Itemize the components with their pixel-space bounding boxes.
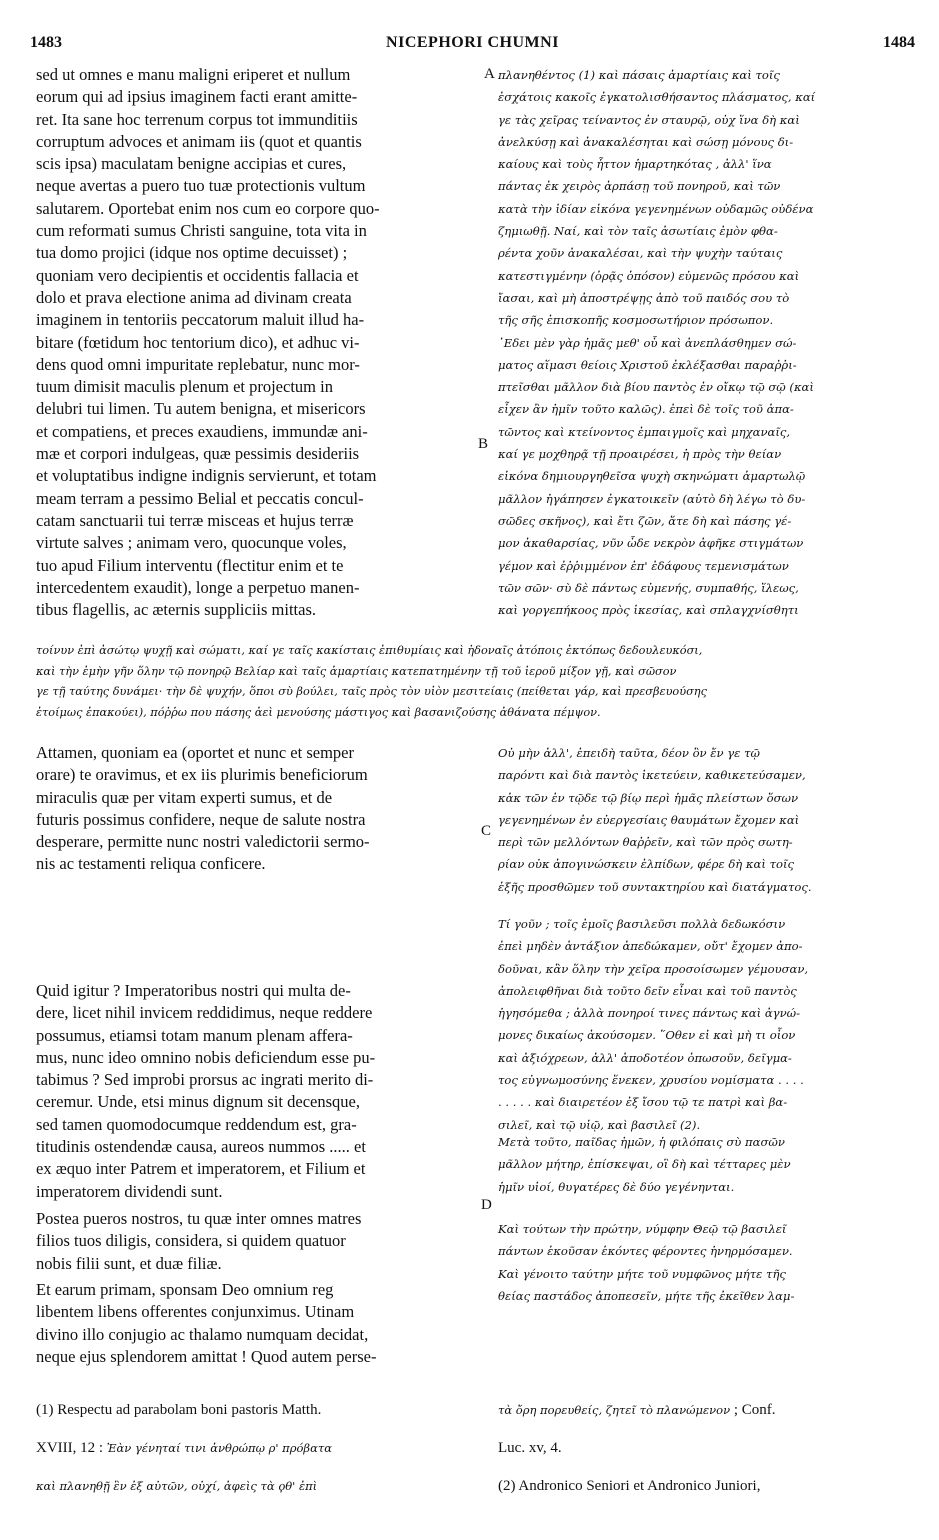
greek-paragraph-3: Τί γοῦν ; τοῖς ἐμοῖς βασιλεῦσι πολλὰ δεδωκόσιν ἐπεὶ μηδὲν ἀντάξιον ἀπεδώκαμεν, οὔτ' ἔχομεν ἀπο- δοῦναι, κἂν ὅλην τὴν χεῖρα προσοίσωμεν γέμουσαν, ἀπολειφθῆναι διὰ τοῦτο δεῖν εἶναι καὶ τοῦ παντὸς ἡγησόμεθα ; ἀλλὰ πονηροί τινες πάντως καὶ ἀγνώ- μονες δικαίως ἀκούσομεν. ῞Οθεν εἰ καὶ μὴ τι οἷον καὶ ἀξιόχρεων, ἀλλ' ἀποδοτέον ὁπωσοῦν, δεῖγμα- τος εὐγνωμοσύνης ἕνεκεν, χρυσίου νομίσματα . . . . . . . . . καὶ διαιρετέον ἐξ ἴσου τῷ τε πατρὶ καὶ βα- σιλεῖ, καὶ τῷ υἱῷ, καὶ βασιλεῖ (2). bbox=[498, 917, 809, 1132]
greek-paragraph-1: πλανηθέντος (1) καὶ πάσαις ἁμαρτίαις καὶ τοῖς ἐσχάτοις κακοῖς ἐγκατολισθήσαντος πλάσματος, καί γε τὰς χεῖρας τείναντος ἐν σταυρῷ, οὐχ ἵνα δὴ καὶ ἀνελκύσῃ καὶ ἀνακαλέσηται καὶ σώσῃ μόνους δι- καίους καὶ τοὺς ἧττον ἡμαρτηκότας , ἀλλ' ἵνα πάντας ἐκ χειρὸς ἁρπάσῃ τοῦ πονηροῦ, καὶ τῶν κατὰ τὴν ἰδίαν εἰκόνα γεγενημένων οὐδαμῶς οὐδένα ζημιωθῇ. Ναί, καὶ τὸν ταῖς ἀσωτίαις ἐμὸν φθα- ρέντα χοῦν ἀνακαλέσαι, καὶ τὴν ψυχὴν ταύταις κατεστιγμένην (ὁρᾷς ὁπόσον) εὐμενῶς πρόσου καὶ ἴασαι, καὶ μὴ ἀποστρέψῃς ἀπὸ τοῦ παιδός σου τὸ τῆς σῆς ἐπισκοπῆς κοσμοσωτήριον πρόσωπον. ᾿Εδει μὲν γὰρ ἡμᾶς μεθ' οὗ καὶ ἀνεπλάσθημεν σώ- ματος αἵμασι θείοις Χριστοῦ ἐκλέξασθαι παραῤῥι- πτεῖσθαι μᾶλλον διὰ βίου παντὸς ἐν οἴκῳ τῷ σῷ (καὶ εἶχεν ἂν ἡμῖν τοῦτο καλῶς). ἐπεὶ δὲ τοῖς τοῦ ἀπα- τῶντος καὶ κτείνοντος ἐμπαιγμοῖς καὶ μηχαναῖς, καί γε μοχθηρᾷ τῇ προαιρέσει, ἡ πρὸς τὴν θείαν εἰκόνα δημιουργηθεῖσα ψυχὴ σκηνώματι ἁμαρτωλῷ μᾶλλον ἠγάπησεν ἐγκατοικεῖν (αὐτὸ δὴ λέγω τὸ δυ- σῶδες σκῆνος), καὶ ἔτι ζῶν, ἅτε δὴ καὶ πάσης γέ- μον ἀκαθαρσίας, νῦν ὧδε νεκρὸν ἀφῆκε στιγμάτων γέμον καὶ ἐῤῥιμμένον ἐπ' ἐδάφους τεμενισμάτων τῶν σῶν· σὺ δὲ πάντως εὐμενής, συμπαθής, ἵλεως, καὶ γοργεπήκοος πρὸς ἱκεσίας, καὶ σπλαγχνίσθητι bbox=[498, 68, 816, 618]
margin-letter-d: D bbox=[481, 1197, 492, 1213]
footnote-1-latin-a: (1) Respectu ad parabolam boni pastoris Matth. bbox=[36, 1402, 322, 1418]
running-title: NICEPHORI CHUMNI bbox=[386, 34, 559, 51]
page-header bbox=[30, 34, 915, 56]
margin-letter-a: A bbox=[484, 66, 495, 82]
latin-paragraph-5: Et earum primam, sponsam Deo omnium reg libentem libens offerentes conjunximus. Utinam divino illo conjugio ac thalamo numquam decidat, neque ejus splendorem amittat ! Quod autem perse- bbox=[36, 1280, 377, 1366]
latin-paragraph-1: sed ut omnes e manu maligni eriperet et nullum eorum qui ad ipsius imaginem facti erant amitte- ret. Ita sane hoc terrenum corpus tot immunditiis corruptum advoces et animam iis (quot et quantis scis ipsa) maculatam benigne accipias et cures, neque avertas a puero tuo tuæ protectionis vultum salutarem. Oportebat enim nos cum eo corpore quo- cum reformati sumus Christi sanguine, tota vita in tua domo projici (idque nos optime decuisset) ; quoniam vero decipientis et occidentis fallacia et dolo et prava electione anima ad divinam creata imaginem in tentoriis peccatorum maluit illud ha- bitare (fœtidum hoc tentorium dico), et adhuc vi- dens quod omni impuritate replebatur, nunc mor- tuum dimisit maculis plenum et projectum in delubri tui limen. Tu autem benigna, et misericors et compatiens, et preces exaudiens, immundæ ani- mæ et corpori indulgeas, quæ pessimis desideriis et voluptatibus indigne indignis servierunt, et totam meam terram a pessimo Belial et peccatis concul- catam sanctuarii tui terræ misceas et hujus terræ virtute salves ; animam vero, quocunque voles, tuo apud Filium interventu (flectitur enim et te intercedentem exaudit), longe a perpetuo manen- tibus flagellis, ac æternis suppliciis mittas. bbox=[36, 65, 380, 620]
footnote-1-greek-a: Ἐὰν γένηταί τινι ἀνθρώπῳ ρ' πρόβατα bbox=[103, 1441, 332, 1455]
latin-paragraph-2: Attamen, quoniam ea (oportet et nunc et semper orare) te oravimus, et ex iis plurimis beneficiorum miraculis quæ per vitam experti sumus, et de futuris possimus confidere, neque de salute nostra desperare, permitte nunc nostri valedictorii sermo- nis ac testamenti reliqua conficere. bbox=[36, 743, 370, 874]
footnote-1-greek-b: καὶ πλανηθῇ ἓν ἐξ αὐτῶν, οὐχί, ἀφεὶς τὰ ϙθ' ἐπὶ bbox=[36, 1479, 318, 1493]
greek-paragraph-5: Καὶ τούτων τὴν πρώτην, νύμφην Θεῷ τῷ βασιλεῖ πάντων ἑκοῦσαν ἑκόντες φέροντες ἡνηρμόσαμεν. Καὶ γένοιτο ταύτην μήτε τοῦ νυμφῶνος μήτε τῆς θείας παστάδος ἀποπεσεῖν, μήτε τῆς ἐκεῖθεν λαμ- bbox=[498, 1222, 795, 1303]
footnote-1 bbox=[36, 1382, 476, 1515]
margin-letter-b: B bbox=[478, 436, 489, 452]
greek-full-width-passage: τοίνυν ἐπὶ ἀσώτῳ ψυχῇ καὶ σώματι, καί γε ταῖς κακίσταις ἐπιθυμίαις καὶ ἡδοναῖς ἀτόποις ἐκτόπως δεδουλευκόσι, καὶ τὴν ἐμὴν γῆν ὅλην τῷ πονηρῷ Βελίαρ καὶ ταῖς ἁμαρτίαις κατεπατημένην τῇ τοῦ ἱεροῦ μίξον γῇ, καὶ σῶσον γε τῇ ταύτης δυνάμει· τὴν δὲ ψυχήν, ὅποι σὺ βούλει, ταῖς πρὸς τὸν υἱὸν μεσιτείαις (πείθεται γάρ, καὶ πρεσβευούσης ἑτοίμως ἐπακούει), πόῤῥω που πάσης ἀεὶ μενούσης μάστιγος καὶ βασανιζούσης ἀθάνατα πέμψον. bbox=[36, 644, 707, 719]
footnote-1-reference: Luc. xv, 4. bbox=[498, 1440, 562, 1456]
page-number-left: 1483 bbox=[30, 34, 62, 51]
footnote-2: (2) Andronico Seniori et Andronico Juniori, bbox=[498, 1478, 761, 1494]
greek-paragraph-4: Μετὰ τοῦτο, παῖδας ἡμῶν, ἡ φιλόπαις σὺ πασῶν μᾶλλον μήτηρ, ἐπίσκεψαι, οἳ δὴ καὶ τέτταρες μὲν ἡμῖν υἱοί, θυγατέρες δὲ δύο γεγένηνται. bbox=[498, 1135, 791, 1194]
footnote-continuation bbox=[498, 1382, 918, 1515]
margin-letter-c: C bbox=[481, 823, 492, 839]
footnote-1-conf: ; Conf. bbox=[730, 1402, 776, 1418]
latin-paragraph-3: Quid igitur ? Imperatoribus nostri qui multa de- dere, licet nihil invicem reddidimus, neque reddere possumus, etiamsi totam manum plenam afferа- mus, nunc ideo omnino nobis deficiendum esse pu- tabimus ? Sed improbi prorsus ac ingrati merito di- ceremur. Unde, etsi minus dignum sit decensque, sed tamen quomodocumque reddendum est, gra- titudinis ostendendæ causa, aureos nummos ..... et ex æquo inter Patrem et imperatorem, et Filium et imperatorem dividendi sunt. bbox=[36, 981, 376, 1201]
footnote-1-greek-c: τὰ ὄρη πορευθείς, ζητεῖ τὸ πλανώμενον bbox=[498, 1403, 731, 1417]
greek-paragraph-2: Οὐ μὴν ἀλλ', ἐπειδὴ ταῦτα, δέον ὂν ἔν γε τῷ παρόντι καὶ διὰ παντὸς ἱκετεύειν, καθικετεύσαμεν, κἀκ τῶν ἐν τῷδε τῷ βίῳ περὶ ἡμᾶς πλείστων ὅσων γεγενημένων ἐν εὐεργεσίαις θαυμάτων ἔχομεν καὶ περὶ τῶν μελλόντων θαῤῥεῖν, καὶ τῶν πρὸς σωτη- ρίαν οὐκ ἀπογινώσκειν ἐλπίδων, φέρε δὴ καὶ τοῖς ἑξῆς προσθῶμεν τοῦ συντακτηρίου καὶ διατάγματος. bbox=[498, 746, 812, 894]
latin-paragraph-4: Postea pueros nostros, tu quæ inter omnes matres filios tuos diligis, considera, si quidem quatuor nobis filii sunt, et duæ filiæ. bbox=[36, 1209, 362, 1273]
footnote-1-latin-b: XVIII, 12 : bbox=[36, 1440, 104, 1456]
page-number-right: 1484 bbox=[883, 34, 915, 51]
